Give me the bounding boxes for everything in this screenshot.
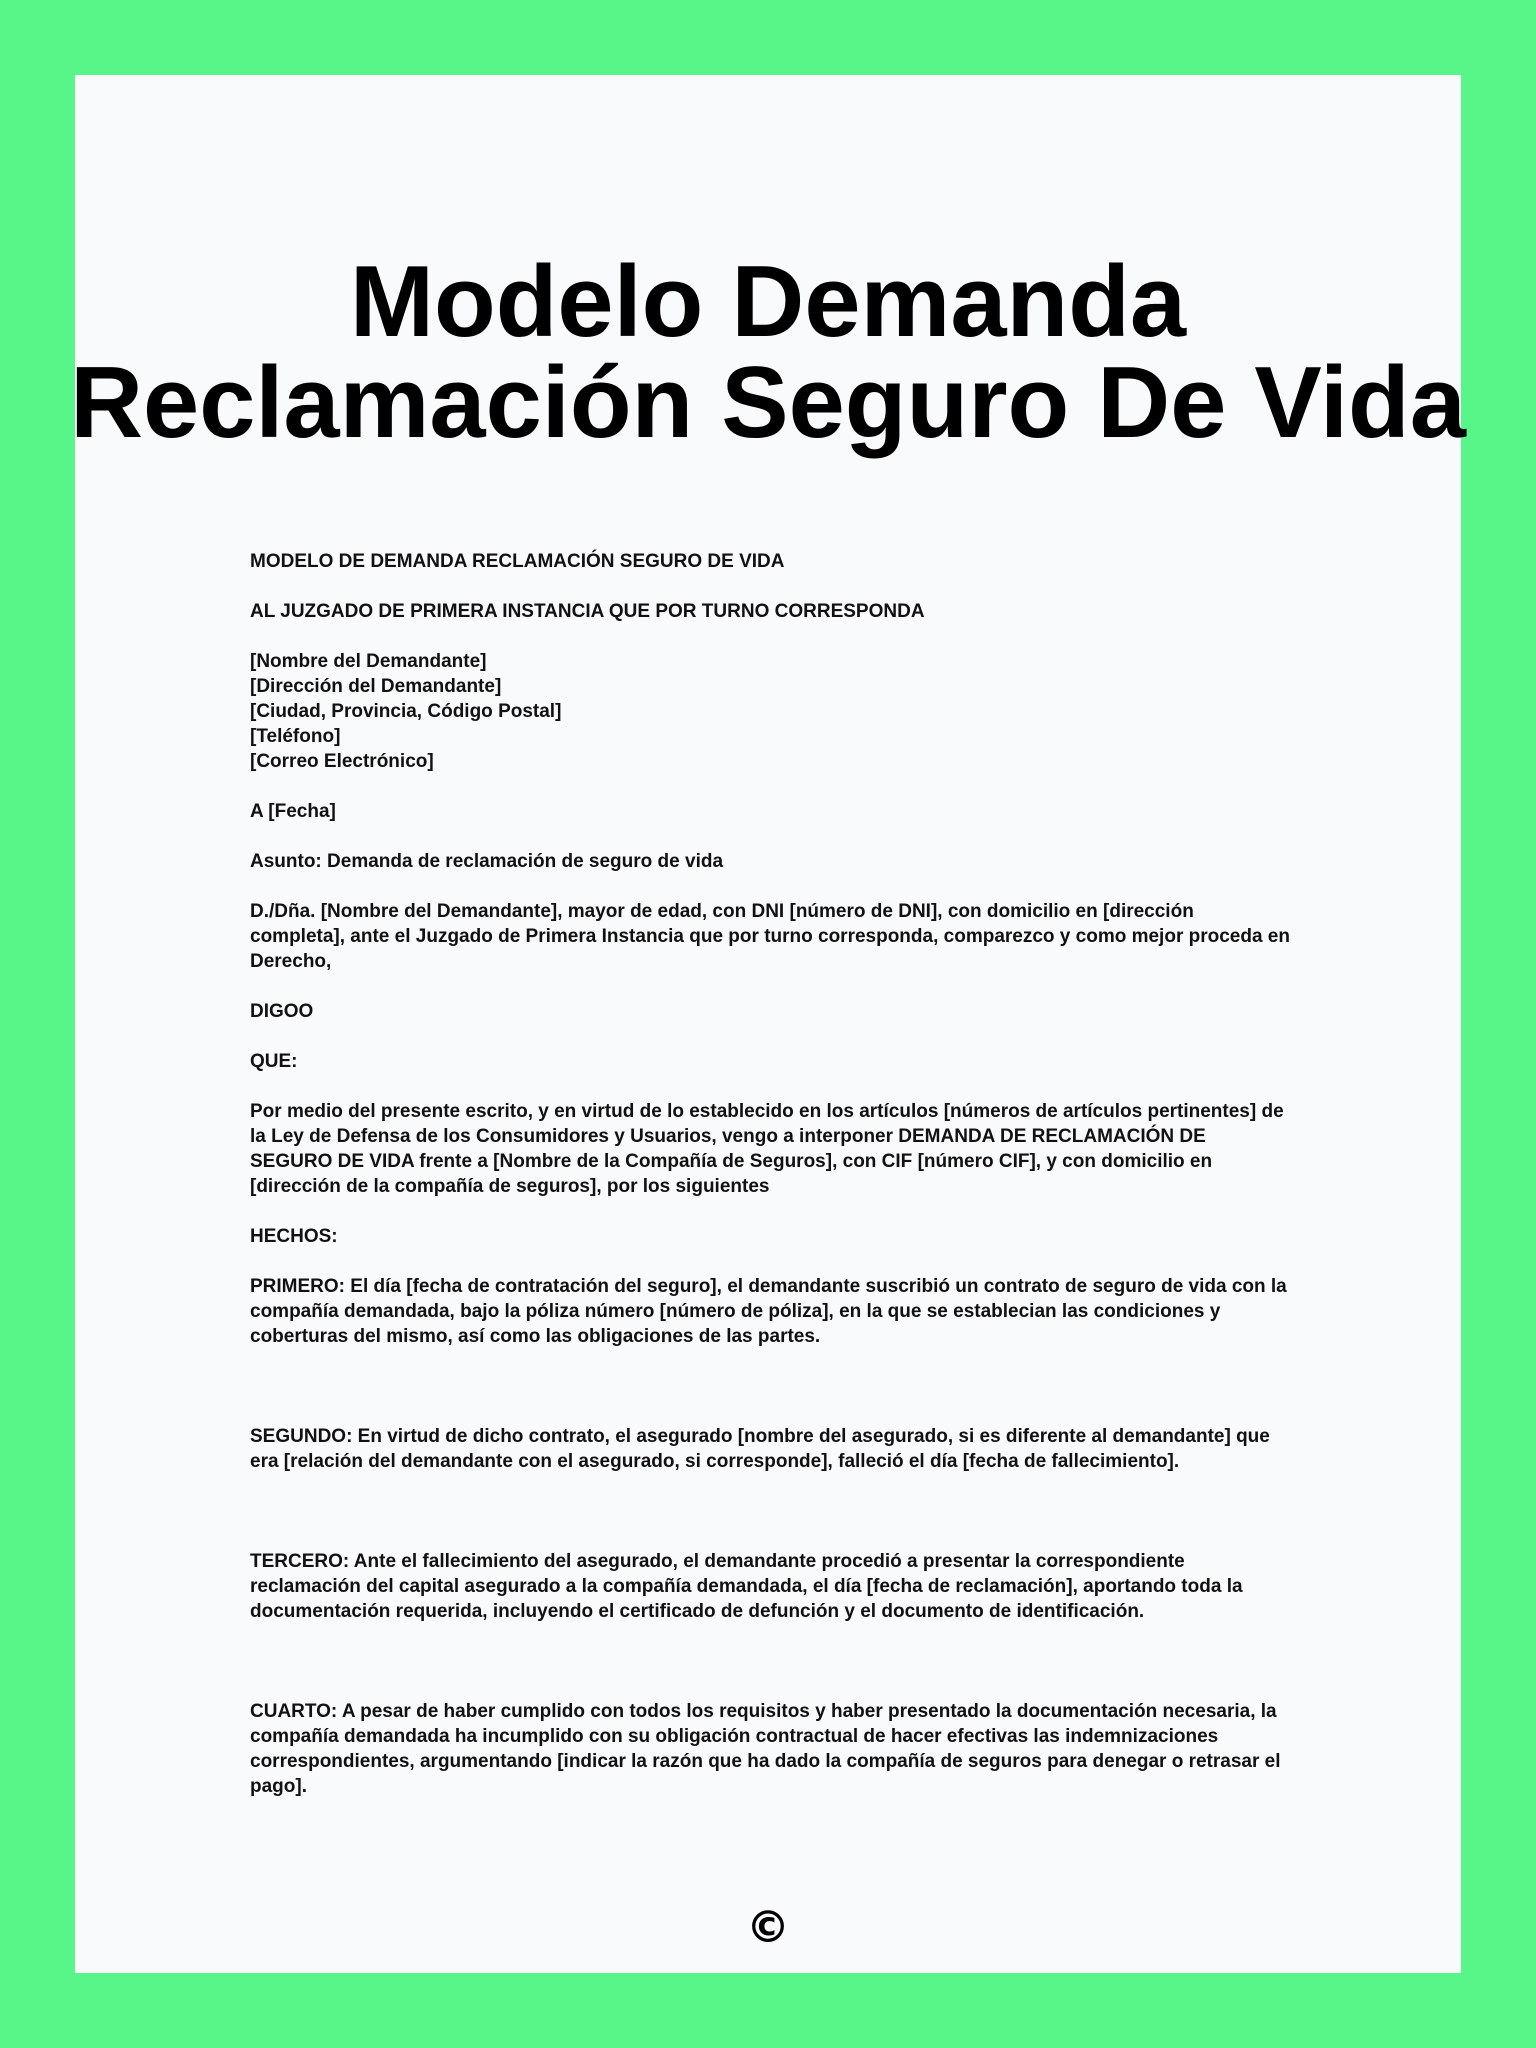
hecho-primero: PRIMERO: El día [fecha de contratación del seguro], el demandante suscribió un contrato de seguro de vida con la compañía demandada, bajo la póliza número [número de póliza], en la que se establecian las condiciones y coberturas del mismo, así como las obligaciones de las partes. (250, 1276, 1287, 1347)
page-title-line-2: Reclamación Seguro De Vida (70, 347, 1466, 459)
page-title (0, 246, 1536, 459)
sender-block (250, 649, 1290, 774)
que-line: QUE: (250, 1051, 298, 1072)
document-body (250, 549, 1290, 1824)
intro-paragraph: D./Dña. [Nombre del Demandante], mayor de edad, con DNI [número de DNI], con domicilio en [dirección completa], ante el Juzgado de Primera Instancia que por turno corresponda, comparezco y como mejor proceda en Derecho, (250, 901, 1290, 972)
digo-line: DIGOO (250, 1001, 314, 1022)
sender-phone: [Teléfono] (250, 726, 341, 747)
hecho-tercero: TERCERO: Ante el fallecimiento del asegurado, el demandante procedió a presentar la correspondiente reclamación del capital asegurado a la compañía demandada, el día [fecha de reclamación], aportando toda la documentación requerida, incluyendo el certificado de defunción y el documento de identificación. (250, 1551, 1243, 1622)
body-paragraph: Por medio del presente escrito, y en virtud de lo establecido en los artículos [números de artículos pertinentes] de la Ley de Defensa de los Consumidores y Usuarios, vengo a interponer DEMANDA DE RECLAMACIÓN DE SEGURO DE VIDA frente a [Nombre de la Compañía de Seguros], con CIF [número CIF], y con domicilio en [dirección de la compañía de seguros], por los siguientes (250, 1101, 1284, 1197)
hecho-segundo: SEGUNDO: En virtud de dicho contrato, el asegurado [nombre del asegurado, si es diferente al demandante] que era [relación del demandante con el asegurado, si corresponde], falleció el día [fecha de fallecimiento]. (250, 1426, 1270, 1472)
court-line: AL JUZGADO DE PRIMERA INSTANCIA QUE POR TURNO CORRESPONDA (250, 601, 925, 622)
date-line: A [Fecha] (250, 801, 336, 822)
subject-line: Asunto: Demanda de reclamación de seguro de vida (250, 851, 724, 872)
hechos-heading: HECHOS: (250, 1226, 338, 1247)
copyright-icon: © (746, 1902, 790, 1953)
page-title-line-1: Modelo Demanda (349, 246, 1187, 358)
sender-name: [Nombre del Demandante] (250, 651, 487, 672)
hecho-cuarto: CUARTO: A pesar de haber cumplido con todos los requisitos y haber presentado la documentación necesaria, la compañía demandada ha incumplido con su obligación contractual de hacer efectivas las indemnizaciones correspondientes, argumentando [indicar la razón que ha dado la compañía de seguros para denegar o retrasar el pago]. (250, 1701, 1281, 1797)
sender-email: [Correo Electrónico] (250, 751, 434, 772)
sender-city: [Ciudad, Provincia, Código Postal] (250, 701, 562, 722)
sender-address: [Dirección del Demandante] (250, 676, 502, 697)
document-heading: MODELO DE DEMANDA RECLAMACIÓN SEGURO DE VIDA (250, 551, 785, 572)
